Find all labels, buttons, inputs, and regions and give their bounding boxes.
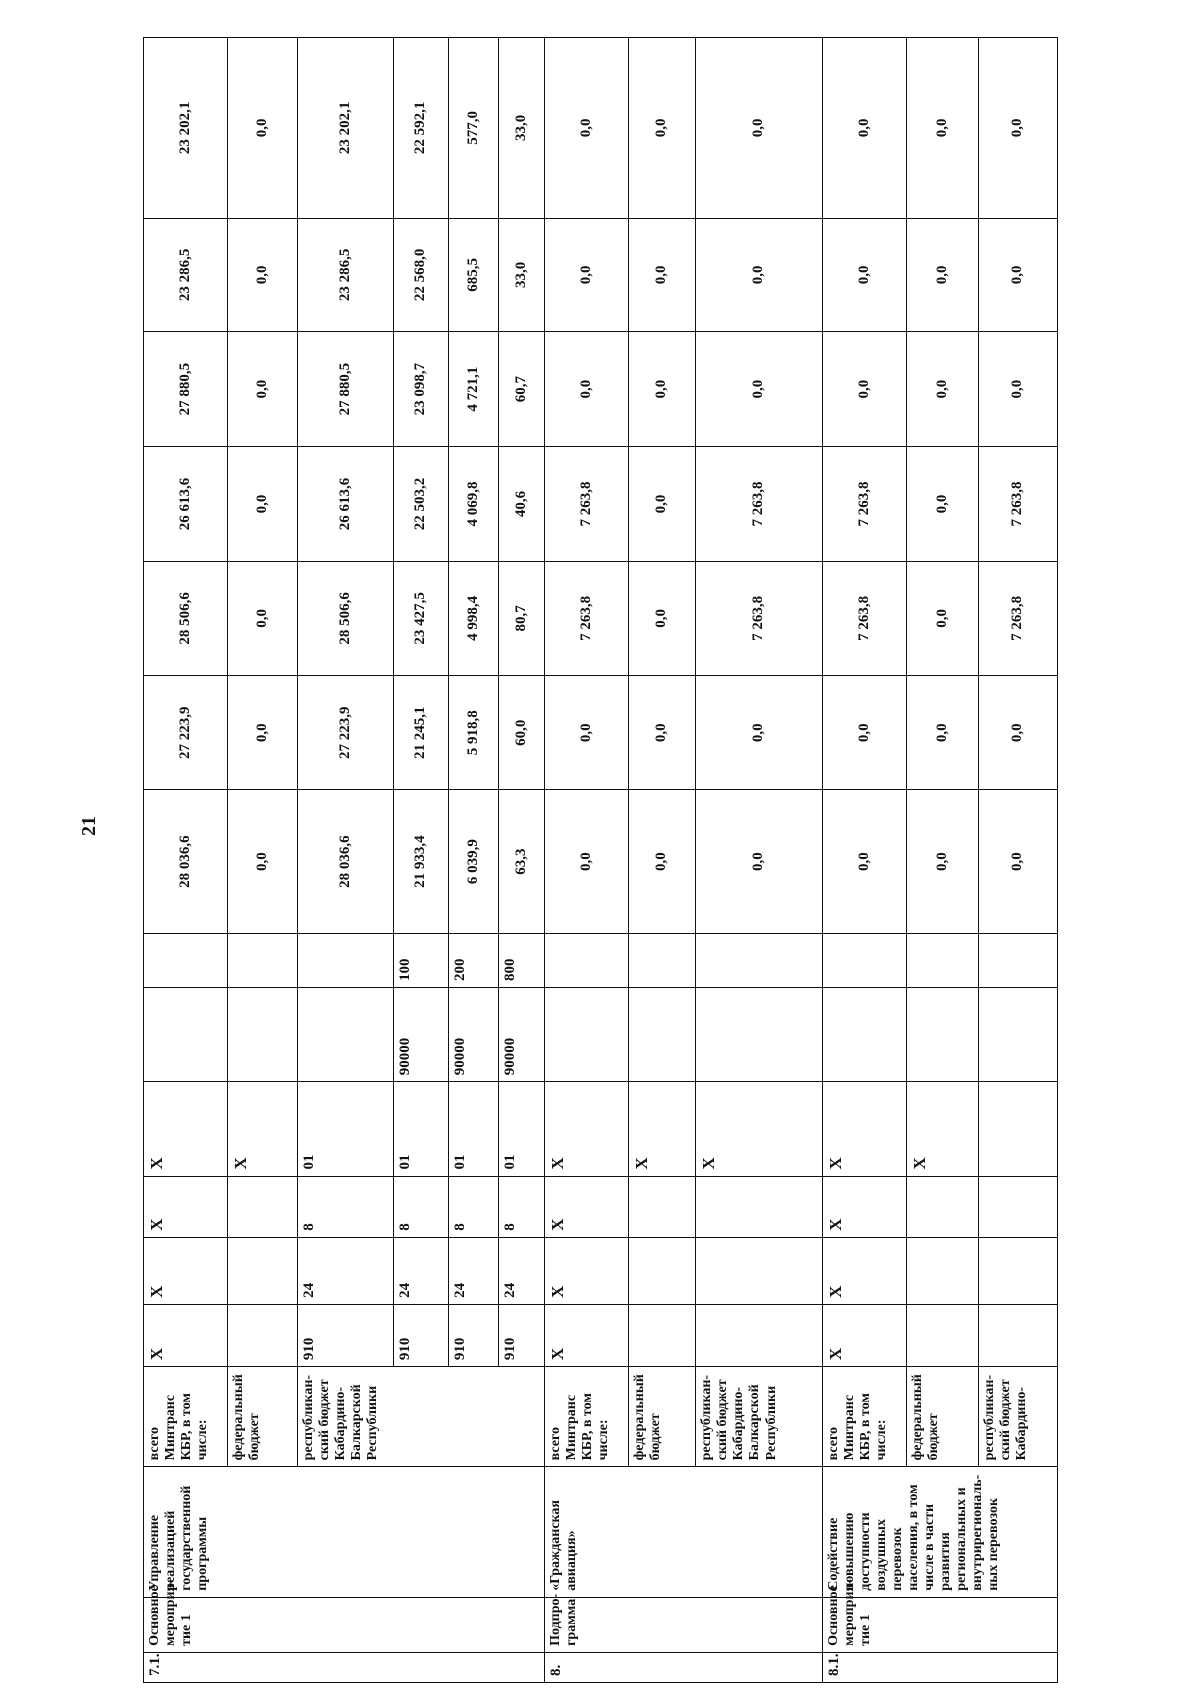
code-rz: 24 [449, 1237, 499, 1304]
code-csr2 [228, 987, 298, 1081]
code-csr2: 90000 [498, 987, 544, 1081]
value-cell: 27 880,5 [297, 332, 393, 447]
value-cell: 0,0 [822, 38, 906, 219]
code-csr: X [906, 1082, 978, 1176]
value-cell: 7 263,8 [696, 561, 822, 675]
code-grbs: X [544, 1304, 628, 1366]
code-csr2 [696, 987, 822, 1081]
row-name: Управление реализацией государственной программы [144, 1467, 545, 1597]
value-cell: 0,0 [544, 38, 628, 219]
code-csr2 [978, 987, 1057, 1081]
code-rz [978, 1237, 1057, 1304]
value-cell: 21 245,1 [393, 676, 448, 790]
row-number: 8.1. [822, 1652, 1057, 1682]
value-cell: 22 592,1 [393, 38, 448, 219]
value-cell: 0,0 [978, 332, 1057, 447]
value-cell: 23 202,1 [297, 38, 393, 219]
code-pr [228, 1176, 298, 1237]
code-rz: 24 [297, 1237, 393, 1304]
code-vr [906, 933, 978, 987]
code-vr [628, 933, 695, 987]
value-cell: 7 263,8 [822, 561, 906, 675]
row-number: 8. [544, 1652, 822, 1682]
value-cell: 26 613,6 [297, 447, 393, 561]
code-grbs: 910 [297, 1304, 393, 1366]
table-row [906, 38, 978, 1683]
code-pr [628, 1176, 695, 1237]
value-cell: 28 036,6 [144, 790, 228, 933]
code-vr: 200 [449, 933, 499, 987]
budget-table [143, 37, 1058, 1683]
value-cell: 33,0 [498, 38, 544, 219]
value-cell: 0,0 [544, 332, 628, 447]
code-grbs [696, 1304, 822, 1366]
code-csr: X [822, 1082, 906, 1176]
value-cell: 0,0 [906, 676, 978, 790]
value-cell: 0,0 [696, 676, 822, 790]
value-cell: 27 223,9 [297, 676, 393, 790]
value-cell: 23 202,1 [144, 38, 228, 219]
value-cell: 0,0 [228, 332, 298, 447]
code-csr: X [544, 1082, 628, 1176]
value-cell: 0,0 [228, 218, 298, 331]
value-cell: 27 223,9 [144, 676, 228, 790]
value-cell: 0,0 [978, 38, 1057, 219]
value-cell: 40,6 [498, 447, 544, 561]
value-cell: 28 506,6 [297, 561, 393, 675]
code-vr: 800 [498, 933, 544, 987]
value-cell: 27 880,5 [144, 332, 228, 447]
value-cell: 0,0 [822, 790, 906, 933]
value-cell: 60,0 [498, 676, 544, 790]
value-cell: 26 613,6 [144, 447, 228, 561]
page-number: 21 [78, 816, 100, 836]
code-pr [906, 1176, 978, 1237]
value-cell: 0,0 [628, 447, 695, 561]
table-row [696, 38, 822, 1683]
code-csr: X [628, 1082, 695, 1176]
code-grbs [628, 1304, 695, 1366]
value-cell: 0,0 [696, 332, 822, 447]
value-cell: 0,0 [978, 790, 1057, 933]
code-csr2 [628, 987, 695, 1081]
code-rz [628, 1237, 695, 1304]
value-cell: 28 506,6 [144, 561, 228, 675]
code-csr2 [822, 987, 906, 1081]
value-cell: 0,0 [906, 790, 978, 933]
code-rz [906, 1237, 978, 1304]
rotated-table-wrapper [143, 37, 1058, 1683]
code-vr [822, 933, 906, 987]
value-cell: 0,0 [696, 218, 822, 331]
value-cell: 0,0 [544, 676, 628, 790]
value-cell: 23 286,5 [297, 218, 393, 331]
code-rz: 24 [393, 1237, 448, 1304]
code-rz: X [544, 1237, 628, 1304]
value-cell: 0,0 [228, 676, 298, 790]
code-vr [228, 933, 298, 987]
code-pr: 8 [449, 1176, 499, 1237]
value-cell: 4 069,8 [449, 447, 499, 561]
code-csr2 [906, 987, 978, 1081]
code-csr: 01 [498, 1082, 544, 1176]
row-description: республикан-ский бюджет Кабардино- [978, 1367, 1057, 1467]
value-cell: 0,0 [696, 790, 822, 933]
value-cell: 0,0 [544, 218, 628, 331]
value-cell: 23 427,5 [393, 561, 448, 675]
value-cell: 4 998,4 [449, 561, 499, 675]
row-description: федеральный бюджет [228, 1367, 298, 1467]
value-cell: 0,0 [906, 38, 978, 219]
row-status: Основное мероприя-тие 1 [822, 1597, 1057, 1652]
code-csr: 01 [393, 1082, 448, 1176]
row-status: Основное мероприя-тие 1 [144, 1597, 545, 1652]
row-number: 7.1. [144, 1652, 545, 1682]
code-grbs: X [144, 1304, 228, 1366]
code-vr [978, 933, 1057, 987]
value-cell: 7 263,8 [978, 447, 1057, 561]
table-row [544, 38, 628, 1683]
value-cell: 6 039,9 [449, 790, 499, 933]
code-vr: 100 [393, 933, 448, 987]
value-cell: 23 098,7 [393, 332, 448, 447]
code-pr [696, 1176, 822, 1237]
value-cell: 0,0 [228, 790, 298, 933]
code-grbs: X [822, 1304, 906, 1366]
code-grbs [978, 1304, 1057, 1366]
code-pr [978, 1176, 1057, 1237]
value-cell: 0,0 [544, 790, 628, 933]
code-csr2 [297, 987, 393, 1081]
code-vr [144, 933, 228, 987]
code-pr: X [544, 1176, 628, 1237]
row-description: федеральный бюджет [628, 1367, 695, 1467]
value-cell: 685,5 [449, 218, 499, 331]
code-pr: 8 [297, 1176, 393, 1237]
value-cell: 7 263,8 [696, 447, 822, 561]
code-grbs: 910 [498, 1304, 544, 1366]
row-description: республикан-ский бюджет Кабардино-Балкарской Республики [696, 1367, 822, 1467]
value-cell: 0,0 [906, 332, 978, 447]
value-cell: 0,0 [822, 676, 906, 790]
code-grbs [228, 1304, 298, 1366]
value-cell: 21 933,4 [393, 790, 448, 933]
code-csr: X [696, 1082, 822, 1176]
value-cell: 7 263,8 [978, 561, 1057, 675]
row-description: республикан-ский бюджет Кабардино-Балкарской Республики [297, 1367, 544, 1467]
value-cell: 5 918,8 [449, 676, 499, 790]
code-rz: 24 [498, 1237, 544, 1304]
value-cell: 22 503,2 [393, 447, 448, 561]
table-row [822, 38, 906, 1683]
row-name: Содействие повышению доступности воздушных перевозок населения, в том числе в части развития региональных и внутрирегиональ-ных перевозок [822, 1467, 1057, 1597]
value-cell: 7 263,8 [544, 561, 628, 675]
code-vr [297, 933, 393, 987]
value-cell: 33,0 [498, 218, 544, 331]
code-grbs [906, 1304, 978, 1366]
table-row [978, 38, 1057, 1683]
row-description: всего Минтранс КБР, в том числе: [544, 1367, 628, 1467]
code-pr: 8 [498, 1176, 544, 1237]
value-cell: 0,0 [228, 447, 298, 561]
code-rz: X [822, 1237, 906, 1304]
value-cell: 0,0 [906, 218, 978, 331]
code-pr: X [144, 1176, 228, 1237]
code-vr [544, 933, 628, 987]
value-cell: 0,0 [978, 218, 1057, 331]
value-cell: 23 286,5 [144, 218, 228, 331]
value-cell: 0,0 [906, 561, 978, 675]
value-cell: 4 721,1 [449, 332, 499, 447]
value-cell: 0,0 [628, 790, 695, 933]
code-rz: X [144, 1237, 228, 1304]
table-row [228, 38, 298, 1683]
value-cell: 22 568,0 [393, 218, 448, 331]
value-cell: 577,0 [449, 38, 499, 219]
code-csr: X [228, 1082, 298, 1176]
value-cell: 0,0 [628, 676, 695, 790]
value-cell: 0,0 [228, 561, 298, 675]
row-name: «Гражданская авиация» [544, 1467, 822, 1597]
value-cell: 0,0 [628, 332, 695, 447]
value-cell: 0,0 [628, 218, 695, 331]
table-row [144, 38, 228, 1683]
code-rz [228, 1237, 298, 1304]
code-grbs: 910 [449, 1304, 499, 1366]
code-csr: X [144, 1082, 228, 1176]
value-cell: 28 036,6 [297, 790, 393, 933]
table-row [628, 38, 695, 1683]
row-description: всего Минтранс КБР, в том числе: [822, 1367, 906, 1467]
code-csr [978, 1082, 1057, 1176]
table-row [297, 38, 393, 1683]
value-cell: 7 263,8 [822, 447, 906, 561]
code-grbs: 910 [393, 1304, 448, 1366]
code-vr [696, 933, 822, 987]
value-cell: 80,7 [498, 561, 544, 675]
code-csr2 [144, 987, 228, 1081]
value-cell: 0,0 [822, 218, 906, 331]
row-description: всего Минтранс КБР, в том числе: [144, 1367, 228, 1467]
value-cell: 0,0 [628, 561, 695, 675]
value-cell: 0,0 [906, 447, 978, 561]
code-rz [696, 1237, 822, 1304]
row-description: федеральный бюджет [906, 1367, 978, 1467]
code-pr: 8 [393, 1176, 448, 1237]
code-csr: 01 [449, 1082, 499, 1176]
code-csr2 [544, 987, 628, 1081]
value-cell: 63,3 [498, 790, 544, 933]
value-cell: 0,0 [822, 332, 906, 447]
value-cell: 7 263,8 [544, 447, 628, 561]
value-cell: 0,0 [696, 38, 822, 219]
value-cell: 0,0 [628, 38, 695, 219]
code-pr: X [822, 1176, 906, 1237]
code-csr2: 90000 [393, 987, 448, 1081]
value-cell: 0,0 [978, 676, 1057, 790]
code-csr2: 90000 [449, 987, 499, 1081]
value-cell: 0,0 [228, 38, 298, 219]
value-cell: 60,7 [498, 332, 544, 447]
code-csr: 01 [297, 1082, 393, 1176]
row-status: Подпро-грамма [544, 1597, 822, 1652]
